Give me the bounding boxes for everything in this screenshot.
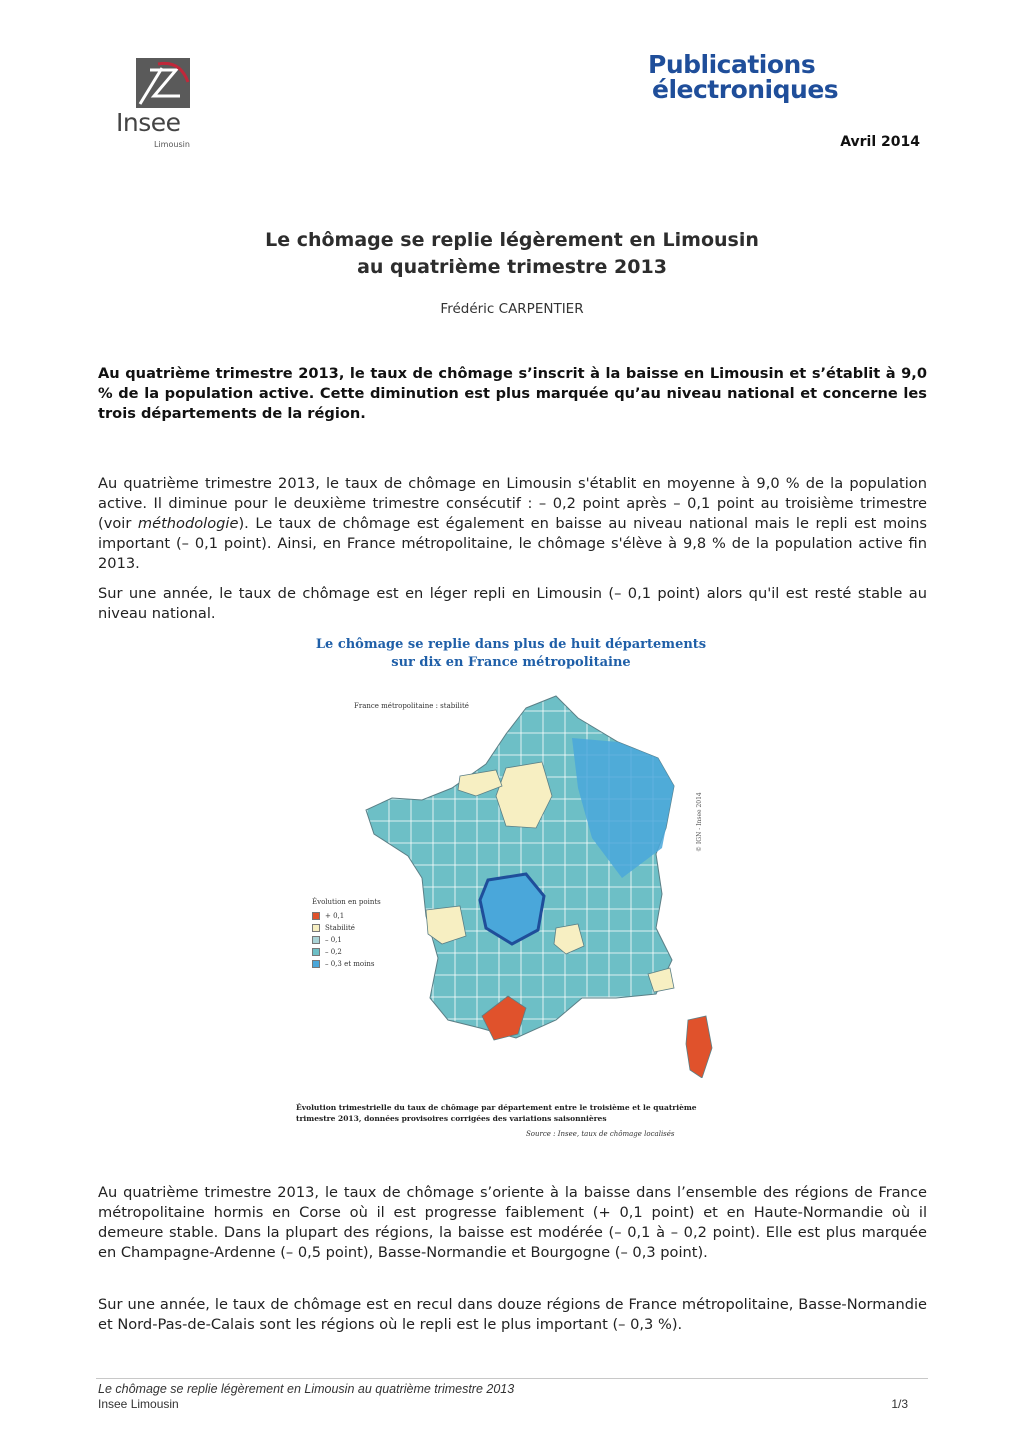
legend-swatch	[312, 948, 320, 956]
map-legend	[312, 898, 412, 970]
legend-item	[312, 958, 412, 970]
insee-logo-mark-icon	[136, 58, 190, 108]
footer-organization: Insee Limousin	[98, 1397, 179, 1411]
publications-logo-line2: électroniques	[652, 75, 839, 104]
figure-subtitle: France métropolitaine : stabilité	[354, 702, 469, 710]
figure-title-line2: sur dix en France métropolitaine	[391, 655, 631, 670]
article-lead: Au quatrième trimestre 2013, le taux de chômage s’inscrit à la baisse en Limousin et s’établit à 9,0 % de la population active. Cette diminution est plus marquée qu’au niveau national et concerne les trois départements de la région.	[98, 365, 927, 422]
legend-item	[312, 922, 412, 934]
france-map	[356, 678, 726, 1078]
legend-item	[312, 910, 412, 922]
footer-divider	[96, 1378, 928, 1379]
insee-logo	[112, 58, 204, 150]
figure-title	[296, 636, 726, 672]
legend-swatch	[312, 960, 320, 968]
paragraph-1-text-b: ). Le taux de chômage est également en baisse au niveau national mais le repli est moins important (– 0,1 point). Ainsi, en France métropolitaine, le chômage s'élève à 9,8 % de la population active fin 2013.	[98, 515, 927, 572]
figure-source: Source : Insee, taux de chômage localisés	[526, 1130, 675, 1138]
footer-title: Le chômage se replie légèrement en Limousin au quatrième trimestre 2013	[98, 1382, 515, 1396]
legend-swatch	[312, 912, 320, 920]
legend-label: – 0,1	[325, 936, 342, 944]
legend-label: Stabilité	[325, 924, 355, 932]
corsica	[686, 1016, 712, 1078]
publications-logo-line1: Publications	[648, 50, 816, 79]
publications-logo	[648, 52, 928, 102]
map-copyright: © IGN - Insee 2014	[696, 792, 703, 852]
paragraph-4: Sur une année, le taux de chômage est en recul dans douze régions de France métropolitaine, Basse-Normandie et Nord-Pas-de-Calais sont les régions où le repli est le plus important (– 0,3 %).	[98, 1296, 927, 1333]
legend-label: + 0,1	[325, 912, 345, 920]
paragraph-2: Sur une année, le taux de chômage est en léger repli en Limousin (– 0,1 point) alors qu'il est resté stable au niveau national.	[98, 585, 927, 622]
article-title-line1: Le chômage se replie légèrement en Limousin	[265, 229, 759, 251]
paragraph-1-text-a: Au quatrième trimestre 2013, le taux de chômage en Limousin s'établit en moyenne à 9,0 % de la population active. Il diminue pour le deuxième trimestre consécutif : – 0,2 point après – 0,1 point au troisième trimestre (voir	[98, 475, 927, 532]
figure-title-line1: Le chômage se replie dans plus de huit départements	[315, 637, 707, 652]
insee-logo-subname: Limousin	[154, 140, 190, 149]
article-title	[100, 227, 924, 281]
paragraph-1	[98, 474, 927, 574]
methodology-link[interactable]: méthodologie	[137, 515, 239, 532]
legend-label: – 0,3 et moins	[325, 960, 375, 968]
legend-item	[312, 934, 412, 946]
article-author: Frédéric CARPENTIER	[440, 301, 584, 317]
publication-date: Avril 2014	[840, 134, 920, 150]
insee-logo-name: Insee	[116, 108, 181, 137]
legend-title: Évolution en points	[312, 898, 381, 906]
figure-map	[296, 632, 726, 1142]
paragraph-3: Au quatrième trimestre 2013, le taux de chômage s’oriente à la baisse dans l’ensemble des régions de France métropolitaine hormis en Corse où il est progresse faiblement (+ 0,1 point) et en Haute-Normandie où il demeure stable. Dans la plupart des régions, la baisse est modérée (– 0,1 à – 0,2 point). Elle est plus marquée en Champagne-Ardenne (– 0,5 point), Basse-Normandie et Bourgogne (– 0,3 point).	[98, 1184, 927, 1261]
legend-swatch	[312, 936, 320, 944]
page-number: 1/3	[891, 1397, 908, 1411]
article-title-line2: au quatrième trimestre 2013	[357, 256, 667, 278]
figure-note: Évolution trimestrielle du taux de chômage par département entre le troisième et le quatrième trimestre 2013, données provisoires corrigées des variations saisonnières	[296, 1103, 697, 1123]
legend-item	[312, 946, 412, 958]
legend-label: – 0,2	[325, 948, 342, 956]
legend-swatch	[312, 924, 320, 932]
